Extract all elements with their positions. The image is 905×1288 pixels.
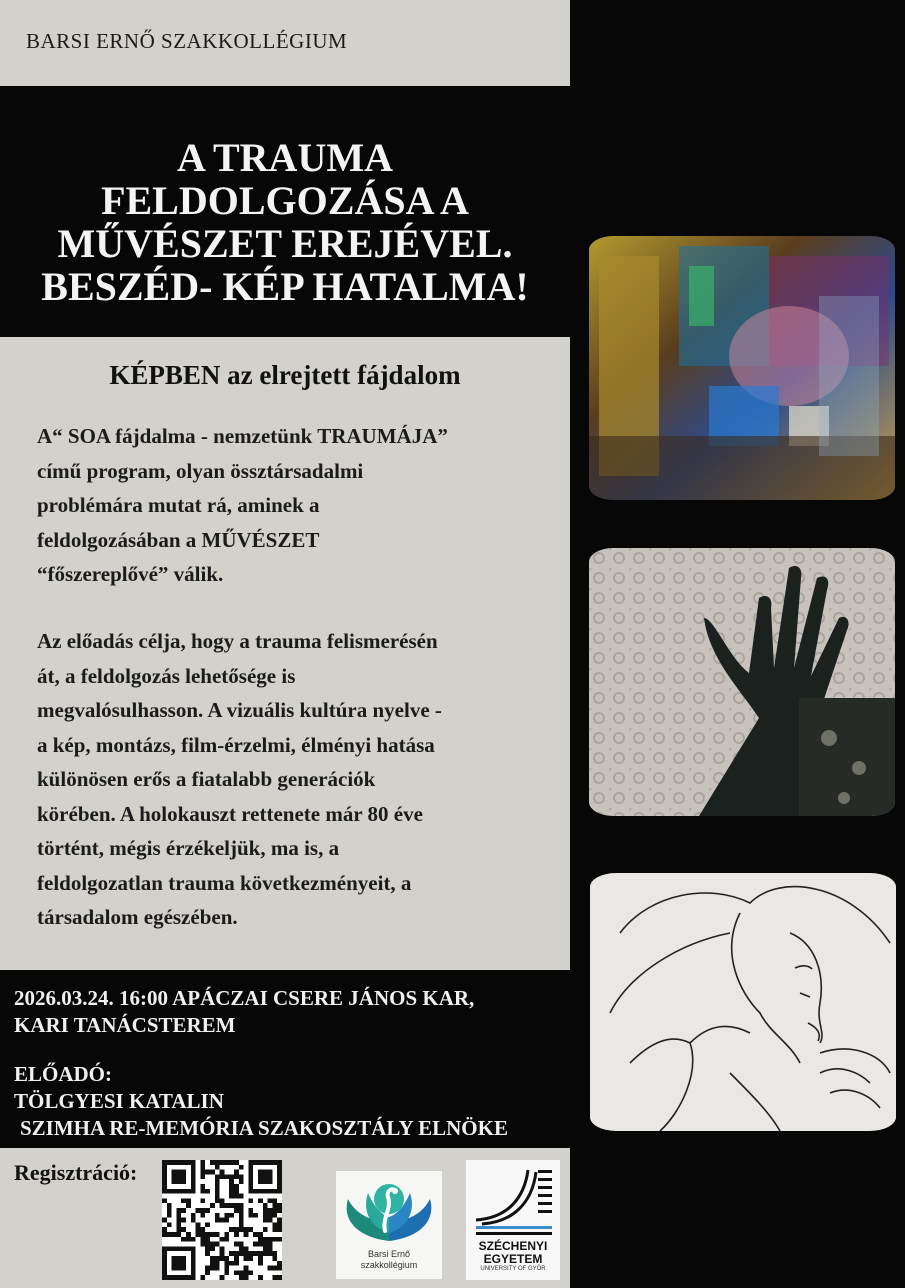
paragraph-line: megvalósulhasson. A vizuális kultúra nyelve -: [37, 698, 442, 722]
subtitle: KÉPBEN az elrejtett fájdalom: [109, 360, 461, 390]
registration-label: Regisztráció:: [14, 1160, 138, 1185]
page-title: [0, 136, 570, 308]
paragraph-line: át, a feldolgozás lehetősége is: [37, 663, 296, 688]
paragraph-line: “főszereplővé” válik.: [37, 562, 224, 586]
barsi-logo-line-1: Barsi Ernő: [367, 1249, 411, 1259]
barsi-logo-line-2: szakkollégium: [360, 1260, 418, 1270]
event-datetime: [14, 985, 474, 1039]
paragraph-line: körében. A holokauszt rettenete már 80 éve: [37, 801, 423, 826]
szechenyi-egyetem-logo: [466, 1160, 560, 1280]
title-line-4: BESZÉD- KÉP HATALMA!: [41, 264, 529, 309]
header-band: [0, 0, 570, 86]
paragraph-line: című program, olyan össztársadalmi: [37, 458, 364, 483]
paragraph-line: történt, mégis érzékeljük, ma is, a: [37, 836, 340, 860]
speaker-role: SZIMHA RE-MEMÓRIA SZAKOSZTÁLY ELNÖKE: [20, 1116, 508, 1140]
paragraph-program: [37, 419, 557, 592]
peacock-icon: [336, 1171, 442, 1249]
paragraph-line: Az előadás célja, hogy a trauma felismerésén: [37, 629, 438, 653]
szechenyi-logo-line-1: SZÉCHENYI: [478, 1239, 548, 1253]
paragraph-line: társadalom egészében.: [37, 905, 238, 929]
organization-name: BARSI ERNŐ SZAKKOLLÉGIUM: [26, 29, 348, 53]
registration-qr-code[interactable]: [162, 1160, 282, 1280]
paragraph-line: A“ SOA fájdalma - nemzetünk TRAUMÁJA”: [37, 424, 448, 448]
speaker-label: ELŐADÓ:: [14, 1062, 113, 1086]
speaker-info: [14, 1061, 508, 1142]
szechenyi-logo-line-3: UNIVERSITY OF GYŐR: [480, 1266, 546, 1272]
paragraph-line: feldolgozatlan trauma következményeit, a: [37, 870, 412, 895]
photo-line-drawing: [590, 873, 896, 1131]
speaker-name: TÖLGYESI KATALIN: [14, 1089, 224, 1113]
paragraph-goal: [37, 624, 557, 935]
szechenyi-arc-icon: [466, 1160, 560, 1240]
photo-hand-silhouette: [589, 548, 895, 816]
title-line-1: A TRAUMA: [177, 135, 393, 180]
paragraph-line: a kép, montázs, film-érzelmi, élményi hatása: [37, 732, 435, 757]
paragraph-line: feldolgozásában a MŰVÉSZET: [37, 527, 320, 552]
barsi-erno-logo: [336, 1171, 442, 1279]
photo-colorful-reflection: [589, 236, 895, 500]
szechenyi-logo-line-2: EGYETEM: [483, 1252, 543, 1266]
title-line-3: MŰVÉSZET EREJÉVEL.: [57, 221, 513, 266]
paragraph-line: különösen erős a fiatalabb generációk: [37, 767, 376, 791]
event-date-line: 2026.03.24. 16:00 APÁCZAI CSERE JÁNOS KAR,: [14, 986, 475, 1010]
title-line-2: FELDOLGOZÁSA A: [101, 178, 469, 223]
event-room-line: KARI TANÁCSTEREM: [14, 1013, 236, 1037]
paragraph-line: problémára mutat rá, aminek a: [37, 493, 320, 517]
